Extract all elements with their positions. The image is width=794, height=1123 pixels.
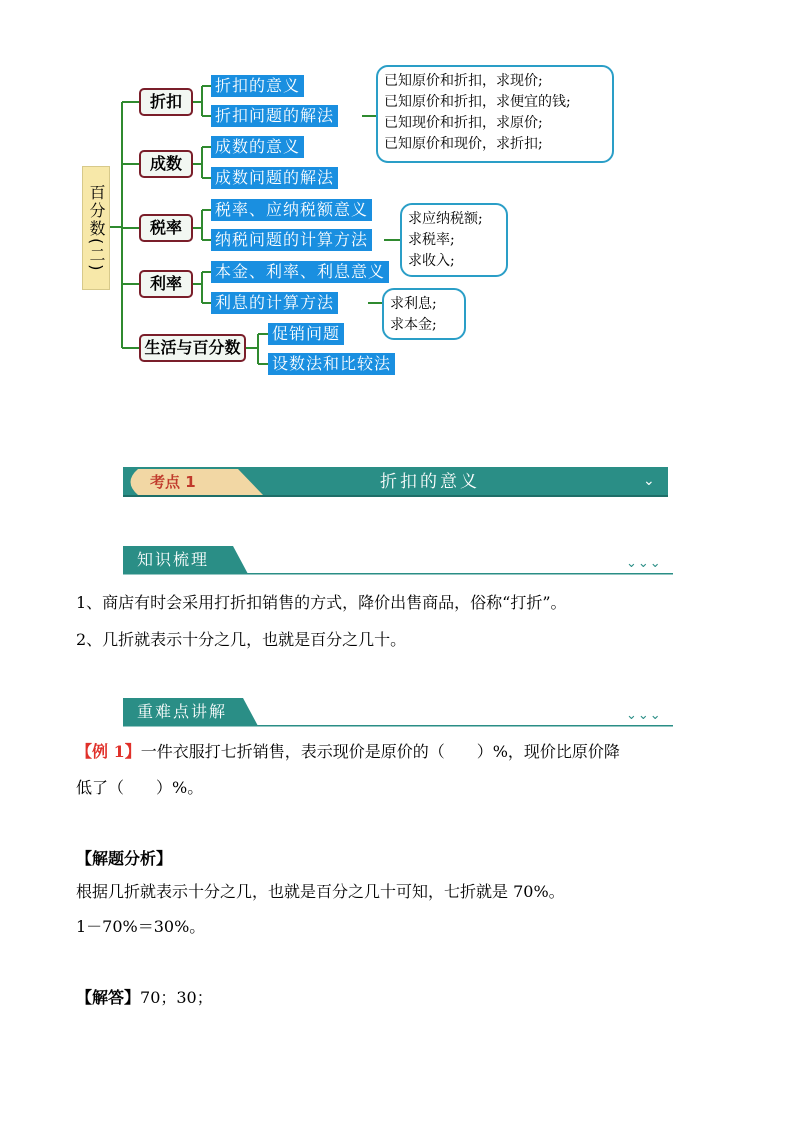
expand-icon[interactable]: ⌄⌄⌄ [626, 708, 662, 723]
analysis-tag: 【解题分析】 [76, 849, 173, 868]
chevron-down-icon[interactable]: ⌄ [643, 473, 655, 489]
knowledge-line-1: 1、商店有时会采用打折扣销售的方式，降价出售商品，俗称“打折”。 [76, 593, 567, 612]
note-discount [376, 65, 614, 163]
section-title: 折扣的意义 [380, 472, 480, 492]
note-line: 求利息; [390, 296, 437, 312]
example-line-2: 低了（ ）%。 [76, 778, 204, 797]
leaf-compare: 设数法和比较法 [268, 353, 395, 375]
mindmap-root-label: 百分数(二) [87, 183, 106, 273]
leaf-tax-method: 纳税问题的计算方法 [211, 229, 372, 251]
leaf-chengshu-solution: 成数问题的解法 [211, 167, 338, 189]
note-line: 已知现价和折扣，求原价; [384, 115, 543, 131]
expand-icon[interactable]: ⌄⌄⌄ [626, 556, 662, 571]
category-label: 生活与百分数 [144, 338, 241, 357]
note-tax [400, 203, 508, 277]
note-line: 求本金; [390, 317, 437, 333]
example-tag: 【例 1】 [76, 742, 141, 761]
note-line: 已知原价和折扣，求现价; [384, 73, 543, 89]
note-line: 已知原价和现价，求折扣; [384, 136, 543, 152]
leaf-interest-meaning: 本金、利率、利息意义 [211, 261, 389, 283]
leaf-interest-method: 利息的计算方法 [211, 292, 338, 314]
category-label: 税率 [149, 218, 182, 237]
leaf-discount-meaning: 折扣的意义 [211, 75, 304, 97]
category-tax [139, 214, 193, 242]
category-label: 利率 [149, 274, 182, 293]
note-line: 求税率; [408, 232, 455, 248]
answer-text: 70；30； [140, 988, 213, 1007]
leaf-discount-solution: 折扣问题的解法 [211, 105, 338, 127]
example-text-1: 一件衣服打七折销售，表示现价是原价的（ ）%，现价比原价降 [140, 742, 620, 761]
mindmap-lines [0, 0, 794, 420]
knowledge-tab-label: 知识梳理 [137, 550, 210, 569]
note-line: 求应纳税额; [408, 211, 483, 227]
category-label: 成数 [149, 154, 182, 173]
note-line: 求收入; [408, 253, 455, 269]
example-line-1 [76, 739, 620, 765]
leaf-promotion: 促销问题 [268, 323, 344, 345]
category-discount [139, 88, 193, 116]
analysis-line-1: 根据几折就表示十分之几，也就是百分之几十可知，七折就是 70%。 [76, 882, 565, 901]
category-interest [139, 270, 193, 298]
answer-tag: 【解答】 [76, 988, 141, 1007]
mindmap-root [82, 166, 110, 290]
knowledge-line-2: 2、几折就表示十分之几，也就是百分之几十。 [76, 630, 407, 649]
section-tag: 考点 1 [150, 473, 196, 491]
answer-line [76, 985, 213, 1011]
category-life [139, 334, 246, 362]
analysis-line-2: 1－70%＝30%。 [76, 917, 206, 936]
leaf-tax-meaning: 税率、应纳税额意义 [211, 199, 372, 221]
category-chengshu [139, 150, 193, 178]
category-label: 折扣 [149, 92, 182, 111]
note-line: 已知原价和折扣，求便宜的钱; [384, 94, 571, 110]
note-interest [382, 288, 466, 340]
leaf-chengshu-meaning: 成数的意义 [211, 136, 304, 158]
focus-tab-label: 重难点讲解 [137, 702, 228, 721]
